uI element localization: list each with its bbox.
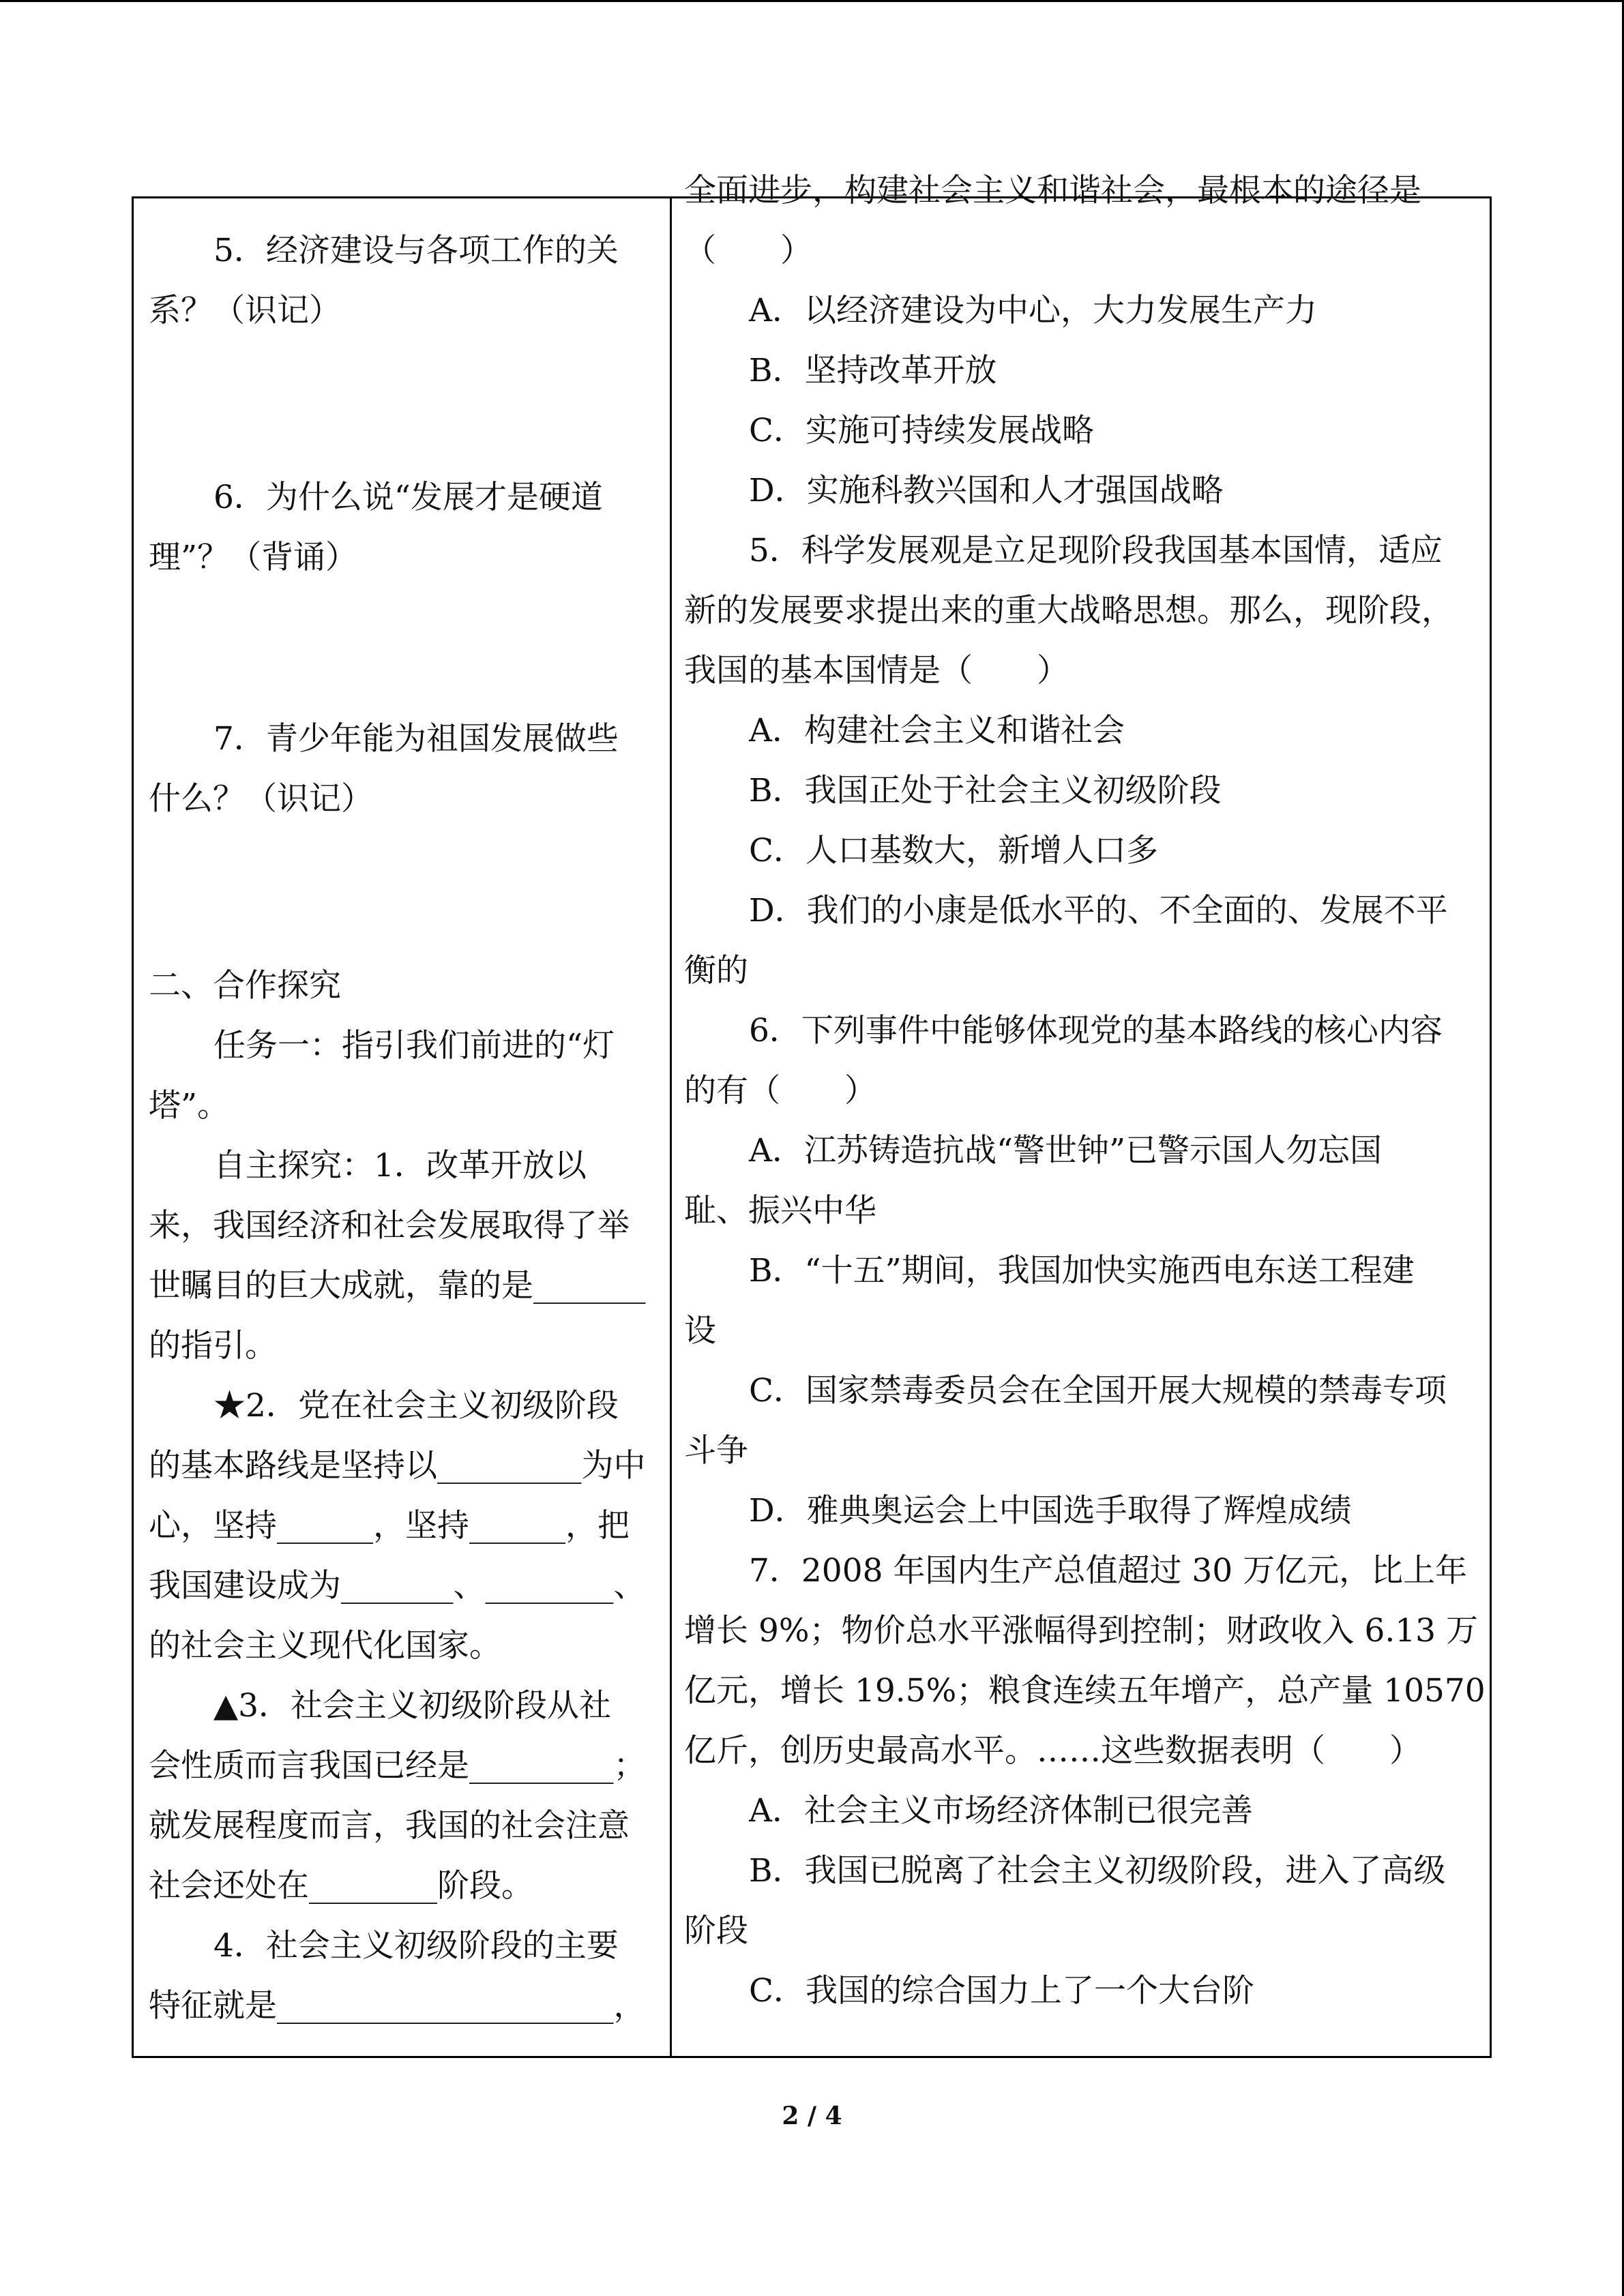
line-text: C．我国的综合国力上了一个大台阶 [749,1972,1254,2010]
line-text: A．构建社会主义和谐社会 [749,712,1125,749]
left-text-line [134,528,670,588]
right-text-line [672,1901,1490,1961]
right-text-line [672,1781,1490,1841]
line-text: 增长 9%；物价总水平涨幅得到控制；财政收入 6.13 万 [684,1612,1479,1650]
left-text-line [134,1916,670,1976]
left-text-line [134,468,670,528]
left-text-line [134,281,670,341]
line-text: 亿元，增长 19.5%；粮食连续五年增产，总产量 10570 [684,1672,1486,1710]
left-text-line [134,1796,670,1856]
left-text-line [134,1676,670,1736]
right-text-line [672,1721,1490,1781]
page-number: 2 / 4 [782,2102,842,2130]
left-text-line [134,1016,670,1076]
right-text-line [672,1421,1490,1481]
line-text: ▲3．社会主义初级阶段从社 [213,1687,612,1725]
right-text-line [672,881,1490,941]
line-text: 阶段 [684,1912,748,1950]
line-text: B．坚持改革开放 [749,352,997,389]
line-text: 塔”。 [149,1087,230,1124]
line-text: B．“十五”期间，我国加快实施西电东送工程建 [749,1252,1415,1289]
left-text-line [134,1256,670,1316]
line-text: ★2．党在社会主义初级阶段 [213,1387,619,1425]
right-text-line [672,1961,1490,2021]
right-text-line [672,401,1490,461]
line-text: 耻、振兴中华 [684,1192,876,1229]
left-text-line [134,1736,670,1796]
right-text-line [672,1241,1490,1301]
line-text: 世瞩目的巨大成就，靠的是_______ [149,1267,646,1304]
line-text: 的有（ ） [684,1072,876,1109]
right-text-line [672,761,1490,821]
right-text-line [672,1481,1490,1541]
line-text: D．实施科教兴国和人才强国战略 [749,472,1224,509]
line-text: 我国的基本国情是（ ） [684,652,1069,689]
line-text: 6．为什么说“发展才是硬道 [213,479,603,516]
right-text-line [672,1121,1490,1181]
right-text-line [672,1661,1490,1721]
left-text-line [134,1136,670,1196]
line-text: 的社会主义现代化国家。 [149,1627,501,1665]
line-text: 任务一：指引我们前进的“灯 [213,1027,615,1064]
line-text: 什么？（识记） [149,780,373,818]
left-text-line [134,1076,670,1136]
line-text: 理”？（背诵） [149,539,358,576]
line-text: 7．2008 年国内生产总值超过 30 万亿元，比上年 [749,1552,1468,1590]
line-text: 5．科学发展观是立足现阶段我国基本国情，适应 [749,532,1443,569]
left-text-line [134,1976,670,2036]
line-text: 6．下列事件中能够体现党的基本路线的核心内容 [749,1012,1443,1049]
line-text: 4．社会主义初级阶段的主要 [213,1927,619,1965]
line-text: 我国建设成为_______、________、 [149,1567,646,1605]
line-text: 设 [684,1312,716,1350]
left-text-line [134,1376,670,1436]
right-text-line [672,461,1490,521]
line-text: A．江苏铸造抗战“警世钟”已警示国人勿忘国 [749,1132,1382,1169]
line-text: 新的发展要求提出来的重大战略思想。那么，现阶段， [684,592,1453,629]
line-text: D．雅典奥运会上中国选手取得了辉煌成绩 [749,1492,1352,1530]
right-text-line [672,1001,1490,1061]
line-text: C．人口基数大，新增人口多 [749,832,1158,869]
left-text-line [134,1316,670,1376]
left-text-line [134,956,670,1016]
right-text-line [672,581,1490,641]
line-text: 社会还处在________阶段。 [149,1867,533,1905]
line-text: B．我国正处于社会主义初级阶段 [749,772,1222,809]
line-text: 7．青少年能为祖国发展做些 [213,720,619,758]
line-text: 全面进步，构建社会主义和谐社会，最根本的途径是 [684,172,1421,209]
line-text: C．国家禁毒委员会在全国开展大规模的禁毒专项 [749,1372,1447,1410]
line-text: B．我国已脱离了社会主义初级阶段，进入了高级 [749,1852,1446,1890]
right-text-line [672,1181,1490,1241]
line-text: 就发展程度而言，我国的社会注意 [149,1807,630,1845]
line-text: （ ） [684,232,812,269]
line-text: 系？（识记） [149,292,341,329]
line-text: C．实施可持续发展战略 [749,412,1094,449]
line-text: 来，我国经济和社会发展取得了举 [149,1207,630,1244]
left-text-line [134,769,670,829]
right-text-line [672,701,1490,761]
left-text-line [134,1856,670,1916]
left-text-line [134,221,670,281]
left-text-line [134,1496,670,1556]
right-text-line [672,821,1490,881]
right-text-line [672,641,1490,701]
left-text-line [134,1196,670,1256]
right-text-line [672,1841,1490,1901]
right-text-line [672,521,1490,581]
left-text-line [134,1436,670,1496]
right-text-line [672,341,1490,401]
line-text: 自主探究：1．改革开放以 [213,1147,587,1184]
line-text: D．我们的小康是低水平的、不全面的、发展不平 [749,892,1448,929]
right-text-line [672,1361,1490,1421]
right-text-line [672,161,1490,221]
right-text-line [672,1541,1490,1601]
line-text: A．社会主义市场经济体制已很完善 [749,1792,1253,1830]
right-text-line [672,281,1490,341]
right-text-line [672,221,1490,281]
line-text: 特征就是_____________________， [149,1987,646,2025]
line-text: 5．经济建设与各项工作的关 [213,232,619,269]
line-text: A．以经济建设为中心，大力发展生产力 [749,292,1317,329]
left-text-line [134,1616,670,1676]
right-text-line [672,1061,1490,1121]
line-text: 心，坚持______，坚持______，把 [149,1507,630,1545]
left-text-line [134,1556,670,1616]
right-text-line [672,1301,1490,1361]
line-text: 衡的 [684,952,748,989]
line-text: 会性质而言我国已经是_________； [149,1747,646,1785]
content-table [132,172,1492,2058]
line-text: 斗争 [684,1432,748,1470]
line-text: 的指引。 [149,1327,277,1365]
top-border-rule [0,0,1624,2]
line-text: 二、合作探究 [149,967,341,1004]
right-text-line [672,1601,1490,1661]
right-text-line [672,941,1490,1001]
left-text-line [134,709,670,769]
line-text: 亿斤，创历史最高水平。……这些数据表明（ ） [684,1732,1421,1770]
line-text: 的基本路线是坚持以_________为中 [149,1447,646,1485]
